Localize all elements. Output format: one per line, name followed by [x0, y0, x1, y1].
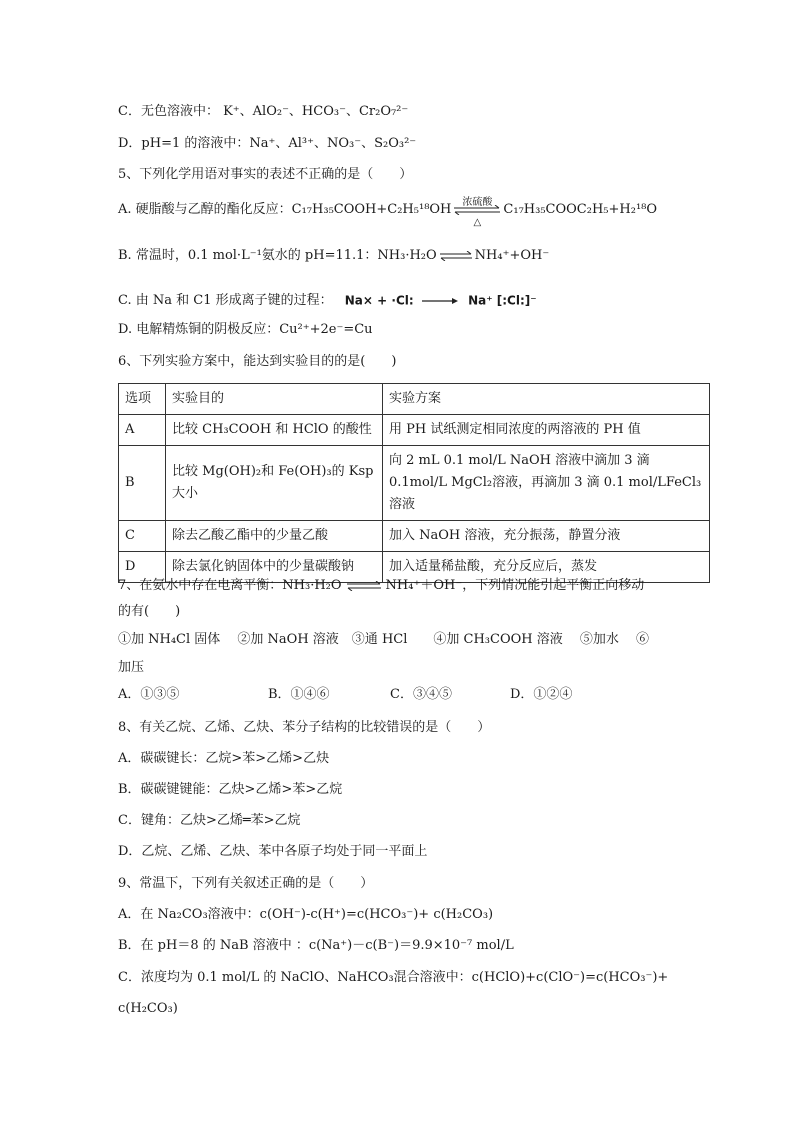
q9-stem: 9、常温下，下列有关叙述正确的是（ ）: [118, 876, 374, 891]
arrow-condition-bottom: △: [473, 216, 482, 228]
ionic-bond-diagram: [345, 290, 537, 311]
q8-option-c: C．键角：乙炔>乙烯═苯>乙烷: [118, 813, 301, 828]
q7-option-c: C．③④⑤: [390, 687, 452, 702]
row-plan: 用 PH 试纸测定相同浓度的两溶液的 PH 值: [383, 415, 710, 446]
q5-option-d: D. 电解精炼铜的阴极反应：Cu²⁺+2e⁻=Cu: [118, 322, 373, 337]
sodium-electron-dot: Na×: [344, 293, 373, 308]
q7-stem-prefix: 7、在氨水中存在电离平衡：NH₃·H₂O: [118, 578, 342, 593]
q5-option-a: [118, 196, 658, 228]
q5-option-c: [118, 290, 537, 311]
row-option: C: [119, 521, 166, 552]
q7-stem-suffix: NH₄⁺＋OH⁻，下列情况能引起平衡正向移动: [385, 578, 645, 593]
q9-option-c-line2: c(H₂CO₃): [118, 1001, 178, 1016]
q7-stem-line1: [118, 576, 644, 596]
q9-option-a: A．在 Na₂CO₃溶液中：c(OH⁻)-c(H⁺)=c(HCO₃⁻)+ c(H₂CO₃): [118, 907, 494, 922]
row-goal: 比较 CH₃COOH 和 HClO 的酸性: [166, 415, 383, 446]
q8-stem: 8、有关乙烷、乙烯、乙炔、苯分子结构的比较错误的是（ ）: [118, 720, 491, 735]
row-option: A: [119, 415, 166, 446]
row-plan: 向 2 mL 0.1 mol/L NaOH 溶液中滴加 3 滴 0.1mol/L MgCl₂溶液，再滴加 3 滴 0.1 mol/LFeCl₃溶液: [383, 446, 710, 521]
q5-stem: 5、下列化学用语对事实的表述不正确的是（ ）: [118, 167, 413, 182]
row-goal: 除去氯化钠固体中的少量碳酸钠: [166, 552, 383, 583]
q7-option-a: A．①③⑤: [118, 687, 180, 702]
row-option: B: [119, 446, 166, 521]
q7-conditions-line1: ①加 NH₄Cl 固体 ②加 NaOH 溶液 ③通 HCl ④加 CH₃COOH 溶液 ⑤加水 ⑥: [118, 632, 650, 647]
q5-option-a-reactants: A. 硬脂酸与乙醇的酯化反应：C₁₇H₃₅COOH+C₂H₅¹⁸OH: [118, 202, 452, 217]
table-row: [119, 521, 710, 552]
header-plan: 实验方案: [383, 384, 710, 415]
table-row: [119, 415, 710, 446]
q5-option-a-products: C₁₇H₃₅COOC₂H₅+H₂¹⁸O: [503, 202, 658, 217]
q5-option-c-text: C. 由 Na 和 C1 形成离子键的过程：: [118, 292, 333, 308]
q7-conditions-line2: 加压: [118, 660, 145, 675]
q9-option-c-line1: C．浓度均为 0.1 mol/L 的 NaClO、NaHCO₃混合溶液中：c(HClO)+c(ClO⁻)=c(HCO₃⁻)+: [118, 970, 669, 985]
plus-sign: +: [377, 293, 388, 308]
table-header-row: [119, 384, 710, 415]
header-goal: 实验目的: [166, 384, 383, 415]
row-plan: 加入 NaOH 溶液，充分振荡，静置分液: [383, 521, 710, 552]
q4-option-c: C．无色溶液中： K⁺、AlO₂⁻、HCO₃⁻、Cr₂O₇²⁻: [118, 104, 409, 119]
reversible-arrow-icon: [346, 581, 382, 591]
q5-option-b-reactant: B. 常温时，0.1 mol·L⁻¹氨水的 pH=11.1：NH₃·H₂O: [118, 248, 437, 263]
q8-option-a: A．碳碳键长：乙烷>苯>乙烯>乙炔: [118, 751, 330, 766]
reversible-arrow-icon: [453, 196, 501, 228]
q8-option-d: D．乙烷、乙烯、乙炔、苯中各原子均处于同一平面上: [118, 844, 428, 859]
chlorine-electron-dot: ·Cl:: [391, 293, 414, 308]
header-option: 选项: [119, 384, 166, 415]
q7-options: [118, 685, 572, 705]
arrow-condition-top: 浓硫酸: [462, 196, 493, 208]
q5-option-b: [118, 246, 549, 266]
chloride-ion: [:Cl:]⁻: [496, 293, 537, 308]
row-plan: 加入适量稀盐酸，充分反应后，蒸发: [383, 552, 710, 583]
q6-stem: 6、下列实验方案中，能达到实验目的的是( ): [118, 354, 397, 369]
reversible-arrow-icon: [439, 251, 473, 261]
q4-option-d: D．pH=1 的溶液中：Na⁺、Al³⁺、NO₃⁻、S₂O₃²⁻: [118, 136, 417, 151]
q5-option-b-products: NH₄⁺+OH⁻: [474, 248, 550, 263]
q8-option-b: B．碳碳键键能：乙炔>乙烯>苯>乙烷: [118, 782, 343, 797]
experiment-table: [118, 383, 710, 583]
row-goal: 除去乙酸乙酯中的少量乙酸: [166, 521, 383, 552]
sodium-ion: Na⁺: [468, 293, 493, 308]
right-arrow-icon: [422, 297, 460, 305]
row-goal: 比较 Mg(OH)₂和 Fe(OH)₃的 Ksp 大小: [166, 446, 383, 521]
row-option: D: [119, 552, 166, 583]
q7-stem-line2: 的有( ): [118, 604, 181, 619]
q7-option-b: B．①④⑥: [268, 687, 330, 702]
table-row: [119, 446, 710, 521]
q7-option-d: D．①②④: [510, 687, 573, 702]
q9-option-b: B．在 pH＝8 的 NaB 溶液中 ：c(Na⁺)－c(B⁻)＝9.9×10⁻⁷ mol/L: [118, 938, 514, 953]
